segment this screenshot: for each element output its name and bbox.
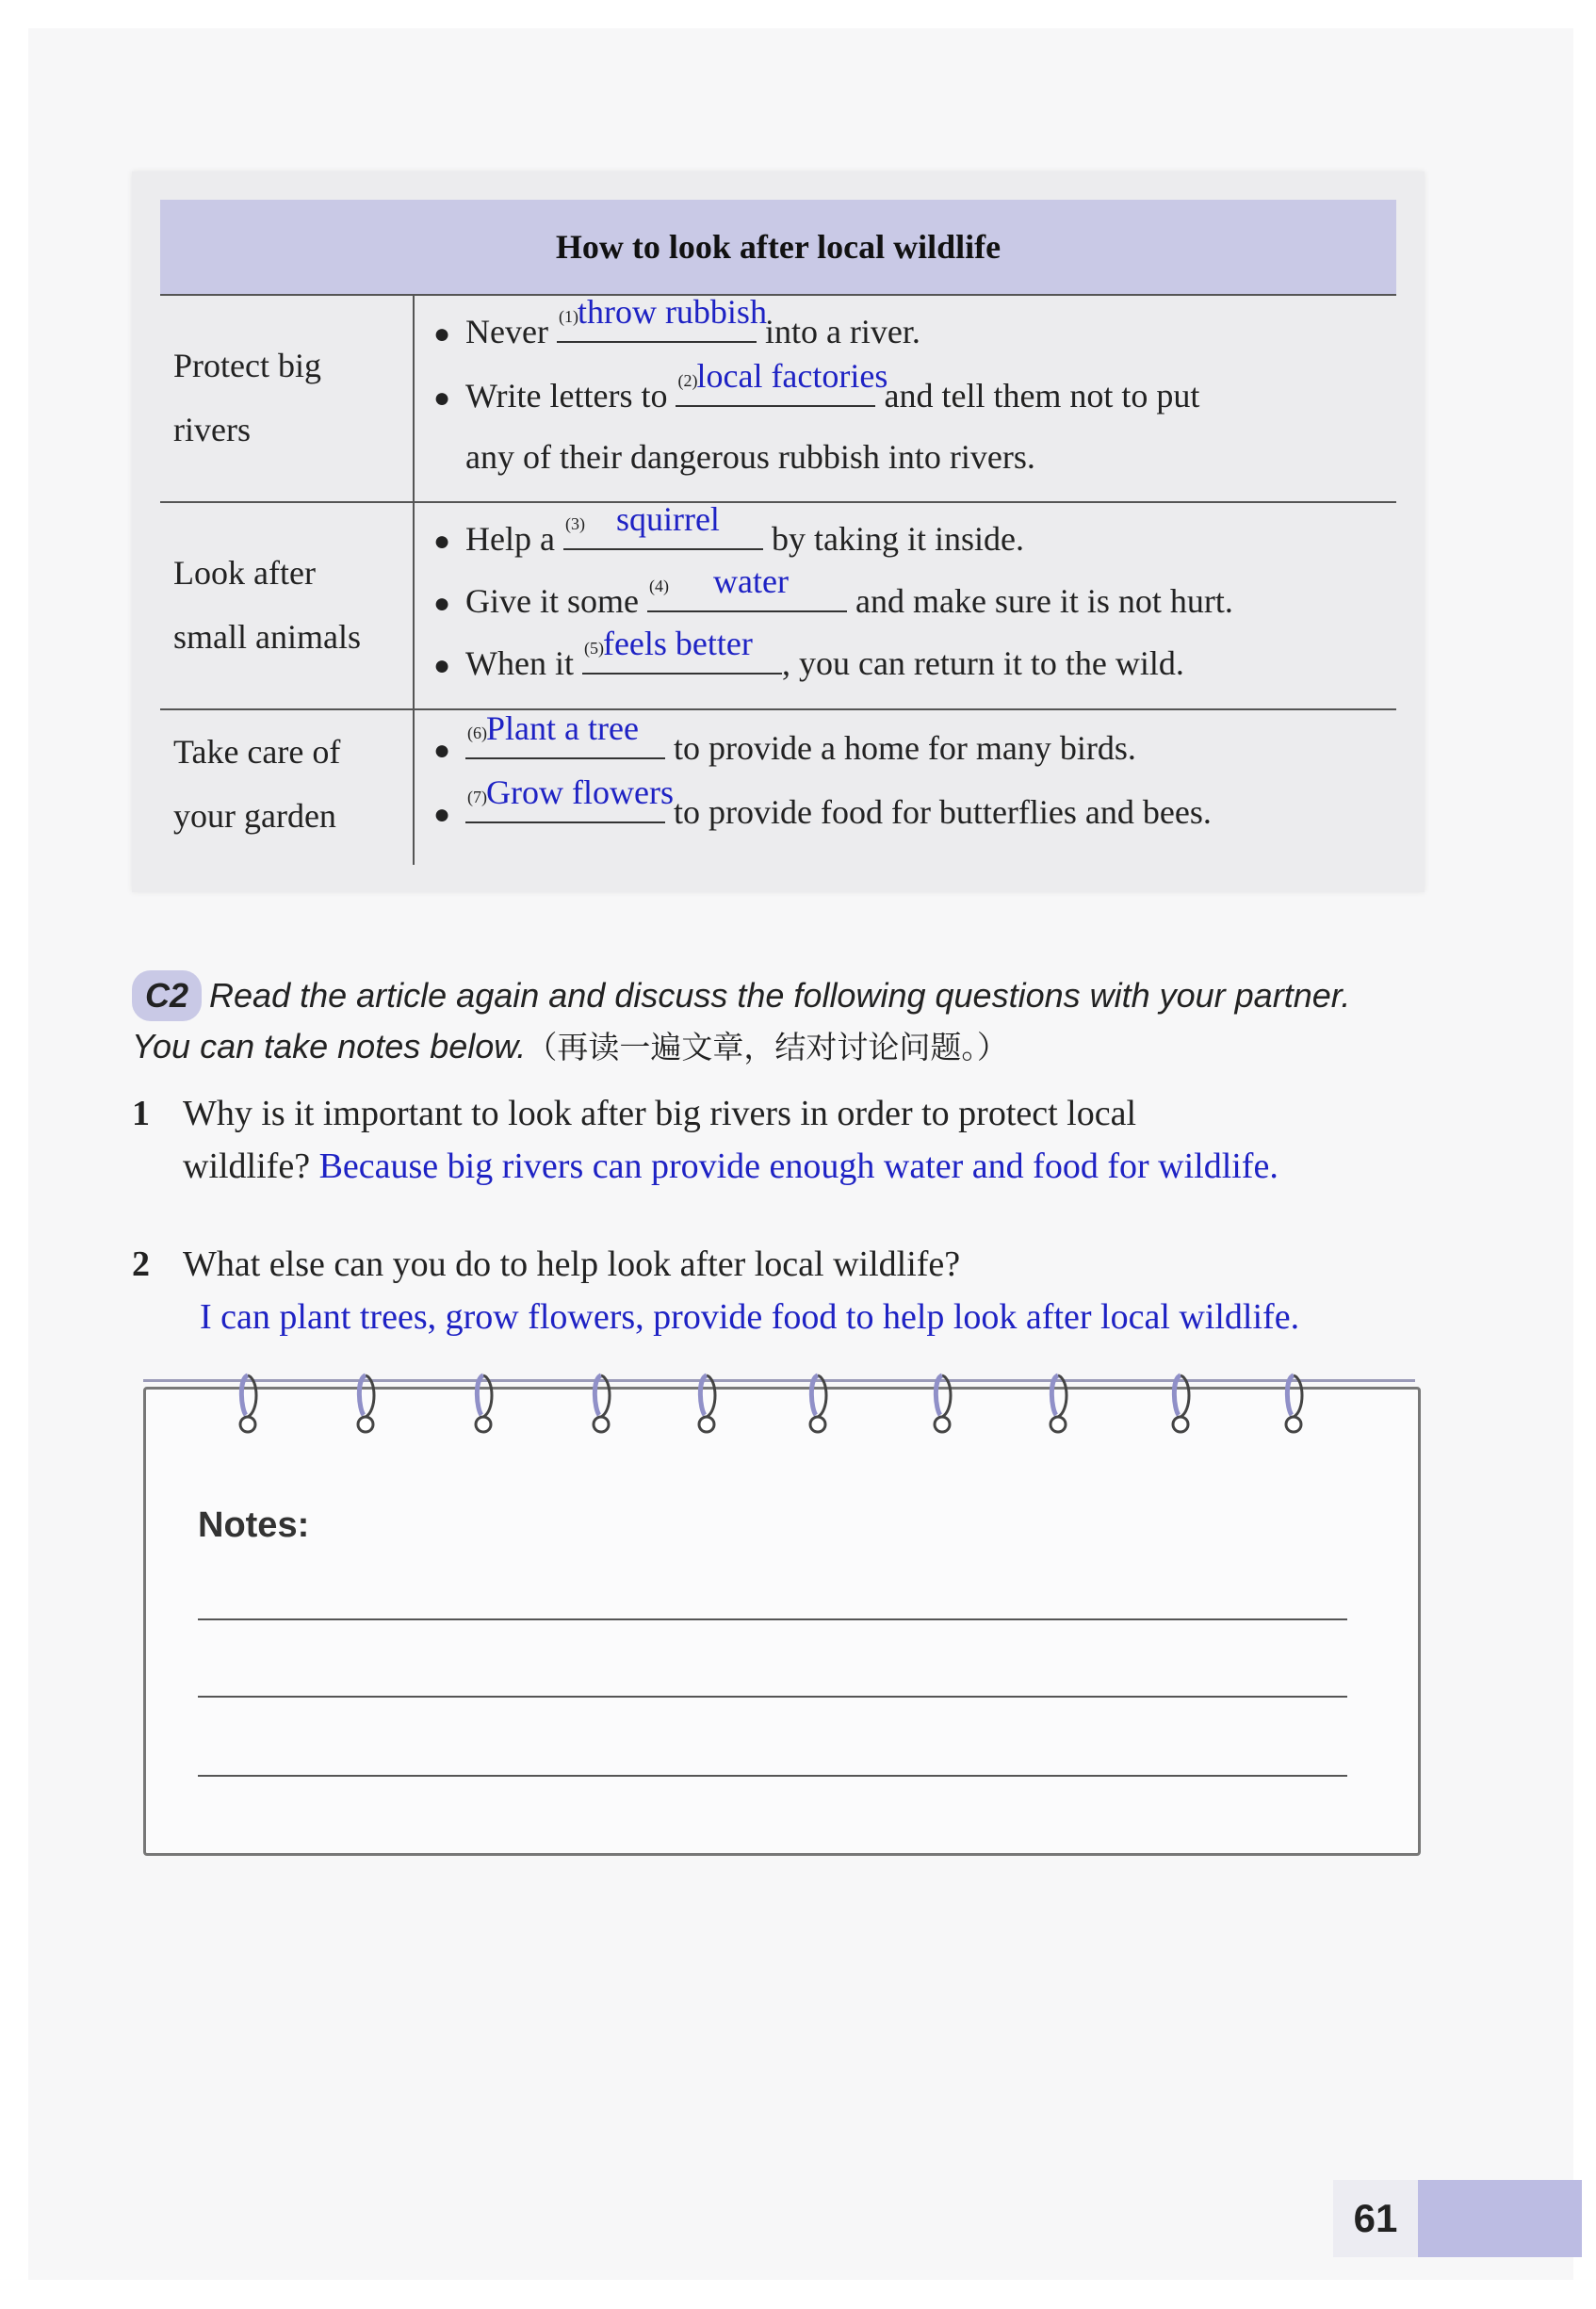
answer-blank[interactable]: (6) Plant a tree (465, 725, 665, 759)
table-title: How to look after local wildlife (555, 228, 1002, 266)
question-1: 1 Why is it important to look after big rivers in order to protect local wildlife? Because big rivers can provide enough water and food for wildlife. (132, 1094, 1278, 1186)
spiral-ring-icon (469, 1372, 497, 1438)
list-item: ● Give it some (4) water and make sure it is not hurt. (433, 562, 1233, 620)
answer-blank[interactable]: (2) local factories (676, 373, 875, 407)
table-row (160, 710, 1396, 865)
note-line[interactable] (198, 1618, 1347, 1620)
handwritten-answer: Plant a tree (486, 709, 639, 747)
answer-blank[interactable]: (1) throw rubbish (557, 309, 757, 343)
spiral-ring-icon (1279, 1372, 1308, 1438)
handwritten-answer: throw rubbish (577, 293, 767, 331)
row-label: Look after small animals (160, 503, 415, 708)
list-item: ● (6) Plant a tree to provide a home for many birds. (433, 709, 1136, 767)
notes-notebook (143, 1387, 1421, 1856)
list-item: ● When it (5) feels better , you can return it to the wild. (433, 625, 1184, 682)
c2-badge: C2 (132, 970, 202, 1021)
note-line[interactable] (198, 1775, 1347, 1777)
answer-blank[interactable]: (4) water (647, 578, 847, 612)
handwritten-answer: local factories (696, 357, 888, 395)
handwritten-answer: I can plant trees, grow flowers, provide food to help look after local wildlife. (200, 1297, 1300, 1337)
table-row (160, 293, 1396, 503)
table-row (160, 500, 1396, 710)
note-line[interactable] (198, 1696, 1347, 1698)
list-item-continuation: any of their dangerous rubbish into rivers. (465, 438, 1035, 476)
list-item: ● (7) Grow flowers to provide food for butterflies and bees. (433, 773, 1212, 831)
handwritten-answer: squirrel (615, 500, 720, 538)
handwritten-answer: water (712, 562, 789, 600)
list-item: ● Write letters to (2) local factories and tell them not to put (433, 357, 1200, 415)
handwritten-answer: feels better (602, 625, 753, 662)
answer-blank[interactable]: (5) feels better (582, 641, 782, 675)
question-2: 2 What else can you do to help look after local wildlife? I can plant trees, grow flowers, provide food to help look after local wildlife. (132, 1244, 1300, 1337)
spiral-ring-icon (1166, 1372, 1195, 1438)
row-label: Take care of your garden (160, 710, 415, 865)
c2-instructions: C2 Read the article again and discuss the following questions with your partner. You can take notes below.（再读一遍文章，结对讨论问题。） (132, 970, 1451, 1073)
list-item: ● Help a (3) squirrel by taking it inside. (433, 500, 1024, 558)
spiral-ring-icon (692, 1372, 721, 1438)
list-item: ● Never (1) throw rubbish into a river. (433, 293, 920, 350)
table-header (160, 200, 1396, 296)
answer-blank[interactable]: (7) Grow flowers (465, 789, 665, 823)
handwritten-answer: Because big rivers can provide enough water and food for wildlife. (318, 1146, 1278, 1186)
notes-label: Notes: (198, 1505, 310, 1545)
page-number: 61 (1333, 2180, 1418, 2257)
spiral-ring-icon (587, 1372, 615, 1438)
row-label: Protect big rivers (160, 296, 415, 501)
spiral-ring-icon (1044, 1372, 1072, 1438)
handwritten-answer: Grow flowers (486, 773, 674, 811)
spiral-ring-icon (234, 1372, 262, 1438)
spiral-ring-icon (928, 1372, 956, 1438)
spiral-ring-icon (351, 1372, 380, 1438)
wildlife-table (132, 171, 1425, 892)
answer-blank[interactable]: (3) squirrel (563, 516, 763, 550)
spiral-ring-icon (804, 1372, 832, 1438)
